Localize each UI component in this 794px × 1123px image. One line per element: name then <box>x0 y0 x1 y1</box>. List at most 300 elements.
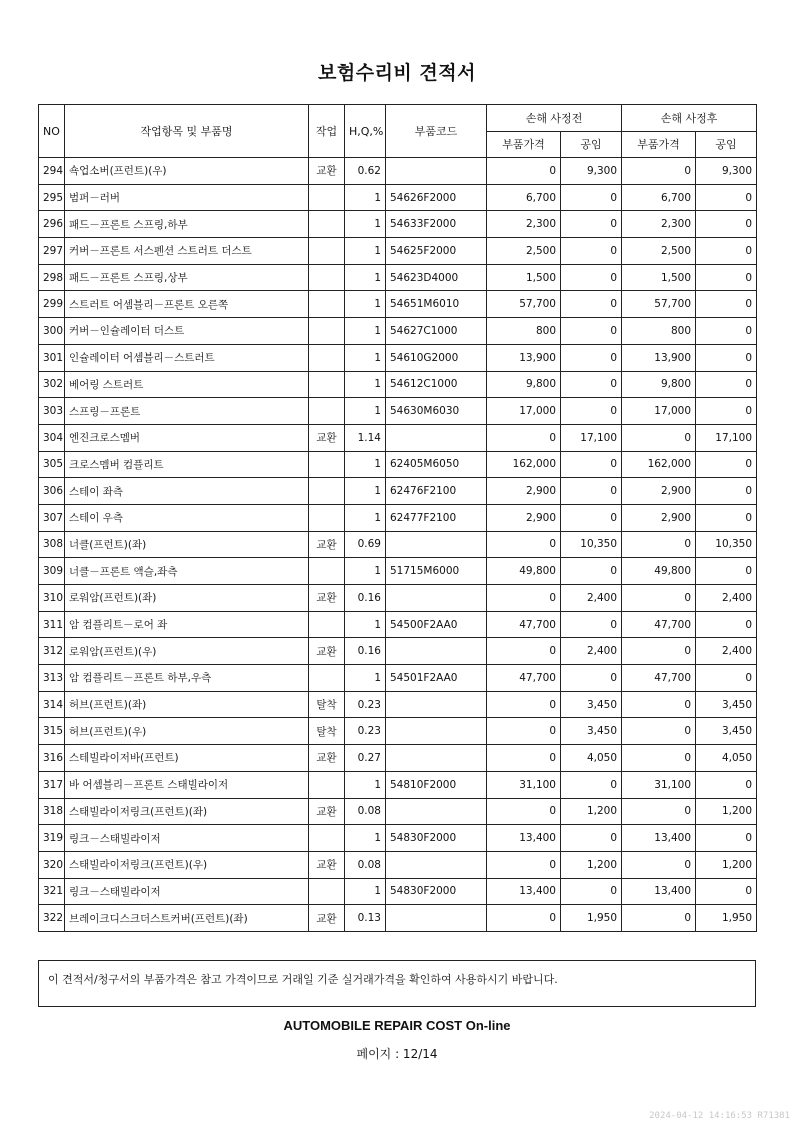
row-before-labor: 1,950 <box>561 905 622 932</box>
row-no: 313 <box>39 665 65 692</box>
row-item-name: 로워암(프런트)(우) <box>65 638 309 665</box>
table-row <box>39 878 757 905</box>
row-after-labor: 0 <box>696 344 757 371</box>
row-work-type <box>309 478 345 505</box>
document-title: 보험수리비 견적서 <box>318 62 476 84</box>
table-row <box>39 184 757 211</box>
row-hq: 0.69 <box>345 531 386 558</box>
row-item-name: 패드－프론트 스프링,상부 <box>65 264 309 291</box>
row-part-code: 54627C1000 <box>386 318 487 345</box>
row-after-labor: 0 <box>696 558 757 585</box>
row-part-code <box>386 745 487 772</box>
row-before-part-price: 2,300 <box>487 211 561 238</box>
row-item-name: 브레이크디스크더스트커버(프런트)(좌) <box>65 905 309 932</box>
row-item-name: 너클(프런트)(좌) <box>65 531 309 558</box>
row-item-name: 인슐레이터 어셈블리－스트러트 <box>65 344 309 371</box>
table-row <box>39 905 757 932</box>
row-item-name: 스테이 우측 <box>65 504 309 531</box>
row-no: 301 <box>39 344 65 371</box>
row-before-labor: 2,400 <box>561 585 622 612</box>
row-part-code <box>386 851 487 878</box>
row-before-part-price: 9,800 <box>487 371 561 398</box>
row-after-part-price: 0 <box>622 718 696 745</box>
row-before-part-price: 0 <box>487 745 561 772</box>
row-after-labor: 9,300 <box>696 158 757 185</box>
table-row <box>39 504 757 531</box>
row-part-code <box>386 905 487 932</box>
row-item-name: 암 컴플리트－로어 좌 <box>65 611 309 638</box>
table-row <box>39 478 757 505</box>
row-after-part-price: 13,400 <box>622 878 696 905</box>
row-after-labor: 0 <box>696 878 757 905</box>
row-before-part-price: 0 <box>487 638 561 665</box>
row-item-name: 스테이 좌측 <box>65 478 309 505</box>
row-after-part-price: 0 <box>622 585 696 612</box>
row-work-type: 탈착 <box>309 691 345 718</box>
row-after-labor: 0 <box>696 451 757 478</box>
row-after-labor: 0 <box>696 264 757 291</box>
row-after-labor: 0 <box>696 825 757 852</box>
row-after-labor: 17,100 <box>696 424 757 451</box>
table-row <box>39 558 757 585</box>
row-no: 310 <box>39 585 65 612</box>
row-work-type <box>309 238 345 265</box>
row-item-name: 로워암(프런트)(좌) <box>65 585 309 612</box>
row-before-part-price: 13,400 <box>487 878 561 905</box>
row-no: 312 <box>39 638 65 665</box>
row-hq: 1 <box>345 318 386 345</box>
table-row <box>39 691 757 718</box>
row-after-part-price: 2,500 <box>622 238 696 265</box>
row-part-code: 54830F2000 <box>386 825 487 852</box>
row-part-code: 54610G2000 <box>386 344 487 371</box>
notice-box <box>38 960 756 1007</box>
row-hq: 1 <box>345 825 386 852</box>
row-hq: 0.08 <box>345 851 386 878</box>
table-row <box>39 798 757 825</box>
row-before-part-price: 57,700 <box>487 291 561 318</box>
row-work-type <box>309 398 345 425</box>
table-row <box>39 851 757 878</box>
row-part-code <box>386 531 487 558</box>
table-row <box>39 531 757 558</box>
table-row <box>39 665 757 692</box>
table-row <box>39 264 757 291</box>
row-after-labor: 0 <box>696 665 757 692</box>
row-before-part-price: 0 <box>487 424 561 451</box>
header-item: 작업항목 및 부품명 <box>65 105 309 158</box>
row-after-labor: 10,350 <box>696 531 757 558</box>
table-row <box>39 398 757 425</box>
row-item-name: 링크－스태빌라이저 <box>65 825 309 852</box>
notice-text: 이 견적서/청구서의 부품가격은 참고 가격이므로 거래일 기준 실거래가격을 확인하여 사용하시기 바랍니다. <box>48 973 558 986</box>
row-part-code <box>386 638 487 665</box>
header-before-adjustment: 손해 사정전 <box>487 105 622 132</box>
row-part-code: 54623D4000 <box>386 264 487 291</box>
row-item-name: 스태빌라이저링크(프런트)(우) <box>65 851 309 878</box>
row-before-labor: 1,200 <box>561 851 622 878</box>
row-before-part-price: 31,100 <box>487 771 561 798</box>
row-no: 294 <box>39 158 65 185</box>
row-work-type <box>309 318 345 345</box>
row-before-labor: 0 <box>561 264 622 291</box>
row-item-name: 커버－프론트 서스펜션 스트러트 더스트 <box>65 238 309 265</box>
row-after-part-price: 13,900 <box>622 344 696 371</box>
row-work-type <box>309 771 345 798</box>
row-no: 314 <box>39 691 65 718</box>
row-item-name: 링크－스태빌라이저 <box>65 878 309 905</box>
row-before-labor: 0 <box>561 371 622 398</box>
row-before-labor: 0 <box>561 771 622 798</box>
table-row <box>39 158 757 185</box>
row-hq: 1 <box>345 264 386 291</box>
row-after-labor: 0 <box>696 398 757 425</box>
row-before-part-price: 2,900 <box>487 478 561 505</box>
row-no: 320 <box>39 851 65 878</box>
row-before-part-price: 0 <box>487 585 561 612</box>
row-hq: 0.08 <box>345 798 386 825</box>
row-hq: 1 <box>345 478 386 505</box>
row-work-type <box>309 558 345 585</box>
row-after-part-price: 0 <box>622 905 696 932</box>
row-before-labor: 9,300 <box>561 158 622 185</box>
row-hq: 1 <box>345 665 386 692</box>
row-hq: 1 <box>345 451 386 478</box>
row-part-code: 62476F2100 <box>386 478 487 505</box>
row-no: 317 <box>39 771 65 798</box>
row-no: 298 <box>39 264 65 291</box>
row-before-part-price: 13,900 <box>487 344 561 371</box>
row-no: 315 <box>39 718 65 745</box>
page-number: 페이지 : 12/14 <box>356 1047 438 1061</box>
table-row <box>39 238 757 265</box>
row-after-labor: 1,200 <box>696 851 757 878</box>
row-before-labor: 0 <box>561 878 622 905</box>
row-no: 296 <box>39 211 65 238</box>
row-after-labor: 0 <box>696 238 757 265</box>
row-before-part-price: 17,000 <box>487 398 561 425</box>
row-hq: 1 <box>345 371 386 398</box>
row-work-type: 교환 <box>309 798 345 825</box>
row-after-part-price: 17,000 <box>622 398 696 425</box>
row-before-labor: 0 <box>561 611 622 638</box>
row-work-type <box>309 451 345 478</box>
row-after-part-price: 0 <box>622 691 696 718</box>
row-after-part-price: 31,100 <box>622 771 696 798</box>
row-no: 306 <box>39 478 65 505</box>
row-part-code: 54626F2000 <box>386 184 487 211</box>
row-part-code: 62405M6050 <box>386 451 487 478</box>
row-work-type: 탈착 <box>309 718 345 745</box>
row-before-part-price: 2,900 <box>487 504 561 531</box>
row-after-part-price: 2,900 <box>622 478 696 505</box>
row-after-part-price: 2,300 <box>622 211 696 238</box>
row-after-labor: 3,450 <box>696 691 757 718</box>
row-after-part-price: 1,500 <box>622 264 696 291</box>
table-row <box>39 211 757 238</box>
row-work-type <box>309 665 345 692</box>
row-work-type: 교환 <box>309 745 345 772</box>
row-before-labor: 0 <box>561 344 622 371</box>
row-before-labor: 0 <box>561 398 622 425</box>
row-work-type <box>309 611 345 638</box>
row-no: 299 <box>39 291 65 318</box>
row-after-part-price: 13,400 <box>622 825 696 852</box>
header-before-part-price: 부품가격 <box>487 131 561 158</box>
row-after-labor: 1,950 <box>696 905 757 932</box>
row-part-code: 54630M6030 <box>386 398 487 425</box>
row-part-code <box>386 798 487 825</box>
row-no: 318 <box>39 798 65 825</box>
print-timestamp: 2024-04-12 14:16:53 R71381 <box>649 1111 790 1121</box>
row-after-labor: 0 <box>696 184 757 211</box>
table-row <box>39 638 757 665</box>
row-part-code: 51715M6000 <box>386 558 487 585</box>
row-after-part-price: 2,900 <box>622 504 696 531</box>
row-before-labor: 0 <box>561 478 622 505</box>
table-row <box>39 585 757 612</box>
row-after-part-price: 0 <box>622 424 696 451</box>
row-item-name: 스트러트 어셈블리－프론트 오른쪽 <box>65 291 309 318</box>
row-part-code: 54501F2AA0 <box>386 665 487 692</box>
row-no: 322 <box>39 905 65 932</box>
header-no: NO <box>39 105 65 158</box>
row-before-part-price: 2,500 <box>487 238 561 265</box>
row-item-name: 허브(프런트)(좌) <box>65 691 309 718</box>
row-work-type <box>309 504 345 531</box>
table-row <box>39 291 757 318</box>
row-before-part-price: 0 <box>487 531 561 558</box>
row-hq: 0.16 <box>345 638 386 665</box>
row-no: 308 <box>39 531 65 558</box>
row-item-name: 크로스멤버 컴플리트 <box>65 451 309 478</box>
row-after-part-price: 6,700 <box>622 184 696 211</box>
row-before-labor: 0 <box>561 558 622 585</box>
row-item-name: 베어링 스트러트 <box>65 371 309 398</box>
row-after-part-price: 0 <box>622 158 696 185</box>
row-hq: 1 <box>345 771 386 798</box>
row-after-labor: 0 <box>696 291 757 318</box>
row-after-part-price: 9,800 <box>622 371 696 398</box>
table-row <box>39 424 757 451</box>
row-part-code <box>386 691 487 718</box>
row-after-labor: 0 <box>696 318 757 345</box>
row-hq: 1 <box>345 504 386 531</box>
table-row <box>39 318 757 345</box>
row-after-part-price: 49,800 <box>622 558 696 585</box>
row-no: 302 <box>39 371 65 398</box>
table-row <box>39 451 757 478</box>
row-item-name: 허브(프런트)(우) <box>65 718 309 745</box>
row-before-labor: 2,400 <box>561 638 622 665</box>
row-work-type: 교환 <box>309 531 345 558</box>
row-before-labor: 17,100 <box>561 424 622 451</box>
header-part-code: 부품코드 <box>386 105 487 158</box>
row-hq: 1 <box>345 611 386 638</box>
table-row <box>39 611 757 638</box>
row-before-part-price: 13,400 <box>487 825 561 852</box>
row-no: 297 <box>39 238 65 265</box>
row-work-type <box>309 291 345 318</box>
table-row <box>39 344 757 371</box>
row-part-code: 54633F2000 <box>386 211 487 238</box>
row-item-name: 패드－프론트 스프링,하부 <box>65 211 309 238</box>
row-part-code <box>386 158 487 185</box>
row-no: 319 <box>39 825 65 852</box>
row-item-name: 스프링－프론트 <box>65 398 309 425</box>
row-item-name: 스테빌라이저바(프런트) <box>65 745 309 772</box>
row-after-labor: 0 <box>696 504 757 531</box>
row-before-part-price: 6,700 <box>487 184 561 211</box>
row-before-labor: 0 <box>561 665 622 692</box>
row-hq: 0.16 <box>345 585 386 612</box>
row-work-type: 교환 <box>309 158 345 185</box>
row-before-part-price: 0 <box>487 798 561 825</box>
row-hq: 0.23 <box>345 691 386 718</box>
row-before-part-price: 47,700 <box>487 665 561 692</box>
row-no: 305 <box>39 451 65 478</box>
row-after-part-price: 47,700 <box>622 665 696 692</box>
row-after-labor: 2,400 <box>696 585 757 612</box>
row-no: 311 <box>39 611 65 638</box>
row-work-type: 교환 <box>309 851 345 878</box>
row-before-part-price: 162,000 <box>487 451 561 478</box>
table-row <box>39 745 757 772</box>
table-row <box>39 825 757 852</box>
row-after-labor: 0 <box>696 211 757 238</box>
row-after-part-price: 0 <box>622 638 696 665</box>
row-no: 295 <box>39 184 65 211</box>
estimate-rows <box>39 158 757 932</box>
header-after-part-price: 부품가격 <box>622 131 696 158</box>
row-hq: 0.27 <box>345 745 386 772</box>
row-no: 309 <box>39 558 65 585</box>
row-after-part-price: 0 <box>622 745 696 772</box>
row-after-part-price: 47,700 <box>622 611 696 638</box>
row-before-part-price: 0 <box>487 905 561 932</box>
row-part-code: 54830F2000 <box>386 878 487 905</box>
row-part-code: 54625F2000 <box>386 238 487 265</box>
row-after-labor: 2,400 <box>696 638 757 665</box>
row-part-code <box>386 718 487 745</box>
row-before-labor: 0 <box>561 504 622 531</box>
row-before-part-price: 1,500 <box>487 264 561 291</box>
row-no: 321 <box>39 878 65 905</box>
row-item-name: 너클－프론트 액슬,좌측 <box>65 558 309 585</box>
row-after-labor: 0 <box>696 771 757 798</box>
header-hq: H,Q,% <box>345 105 386 158</box>
row-work-type <box>309 344 345 371</box>
row-after-labor: 0 <box>696 371 757 398</box>
header-before-labor: 공임 <box>561 131 622 158</box>
table-row <box>39 771 757 798</box>
row-before-part-price: 0 <box>487 851 561 878</box>
row-part-code: 62477F2100 <box>386 504 487 531</box>
row-hq: 1 <box>345 184 386 211</box>
row-no: 304 <box>39 424 65 451</box>
row-item-name: 커버－인슐레이터 더스트 <box>65 318 309 345</box>
row-after-part-price: 0 <box>622 851 696 878</box>
row-before-part-price: 47,700 <box>487 611 561 638</box>
row-before-labor: 0 <box>561 238 622 265</box>
row-before-labor: 0 <box>561 318 622 345</box>
row-work-type <box>309 211 345 238</box>
row-no: 300 <box>39 318 65 345</box>
row-after-part-price: 57,700 <box>622 291 696 318</box>
row-work-type: 교환 <box>309 585 345 612</box>
row-after-labor: 3,450 <box>696 718 757 745</box>
row-before-labor: 3,450 <box>561 718 622 745</box>
header-work: 작업 <box>309 105 345 158</box>
row-part-code: 54810F2000 <box>386 771 487 798</box>
row-hq: 1 <box>345 211 386 238</box>
row-after-part-price: 800 <box>622 318 696 345</box>
row-work-type <box>309 878 345 905</box>
footer-title: AUTOMOBILE REPAIR COST On-line <box>283 1018 511 1033</box>
table-row <box>39 718 757 745</box>
row-part-code: 54500F2AA0 <box>386 611 487 638</box>
row-work-type <box>309 184 345 211</box>
row-hq: 1 <box>345 238 386 265</box>
row-hq: 1 <box>345 291 386 318</box>
row-part-code <box>386 585 487 612</box>
row-before-labor: 0 <box>561 825 622 852</box>
row-before-labor: 0 <box>561 291 622 318</box>
row-no: 316 <box>39 745 65 772</box>
row-before-part-price: 800 <box>487 318 561 345</box>
row-hq: 1 <box>345 344 386 371</box>
row-item-name: 엔진크로스멤버 <box>65 424 309 451</box>
row-item-name: 바 어셈블리－프론트 스태빌라이저 <box>65 771 309 798</box>
row-hq: 1 <box>345 398 386 425</box>
row-item-name: 쇽업소버(프런트)(우) <box>65 158 309 185</box>
row-after-labor: 0 <box>696 478 757 505</box>
row-hq: 1 <box>345 558 386 585</box>
row-before-part-price: 0 <box>487 718 561 745</box>
row-item-name: 범퍼－러버 <box>65 184 309 211</box>
row-after-labor: 1,200 <box>696 798 757 825</box>
row-before-labor: 0 <box>561 184 622 211</box>
row-hq: 0.23 <box>345 718 386 745</box>
table-row <box>39 371 757 398</box>
row-before-part-price: 49,800 <box>487 558 561 585</box>
row-work-type <box>309 264 345 291</box>
row-after-part-price: 0 <box>622 531 696 558</box>
row-before-labor: 0 <box>561 211 622 238</box>
row-item-name: 암 컴플리트－프론트 하부,우측 <box>65 665 309 692</box>
row-after-part-price: 0 <box>622 798 696 825</box>
row-no: 307 <box>39 504 65 531</box>
row-before-labor: 10,350 <box>561 531 622 558</box>
row-before-labor: 3,450 <box>561 691 622 718</box>
row-before-labor: 1,200 <box>561 798 622 825</box>
row-before-labor: 0 <box>561 451 622 478</box>
row-work-type <box>309 825 345 852</box>
row-part-code: 54612C1000 <box>386 371 487 398</box>
row-work-type: 교환 <box>309 638 345 665</box>
row-work-type <box>309 371 345 398</box>
row-hq: 0.62 <box>345 158 386 185</box>
row-work-type: 교환 <box>309 905 345 932</box>
row-no: 303 <box>39 398 65 425</box>
row-before-part-price: 0 <box>487 691 561 718</box>
row-after-labor: 0 <box>696 611 757 638</box>
row-after-labor: 4,050 <box>696 745 757 772</box>
row-work-type: 교환 <box>309 424 345 451</box>
row-before-part-price: 0 <box>487 158 561 185</box>
header-after-labor: 공임 <box>696 131 757 158</box>
row-before-labor: 4,050 <box>561 745 622 772</box>
